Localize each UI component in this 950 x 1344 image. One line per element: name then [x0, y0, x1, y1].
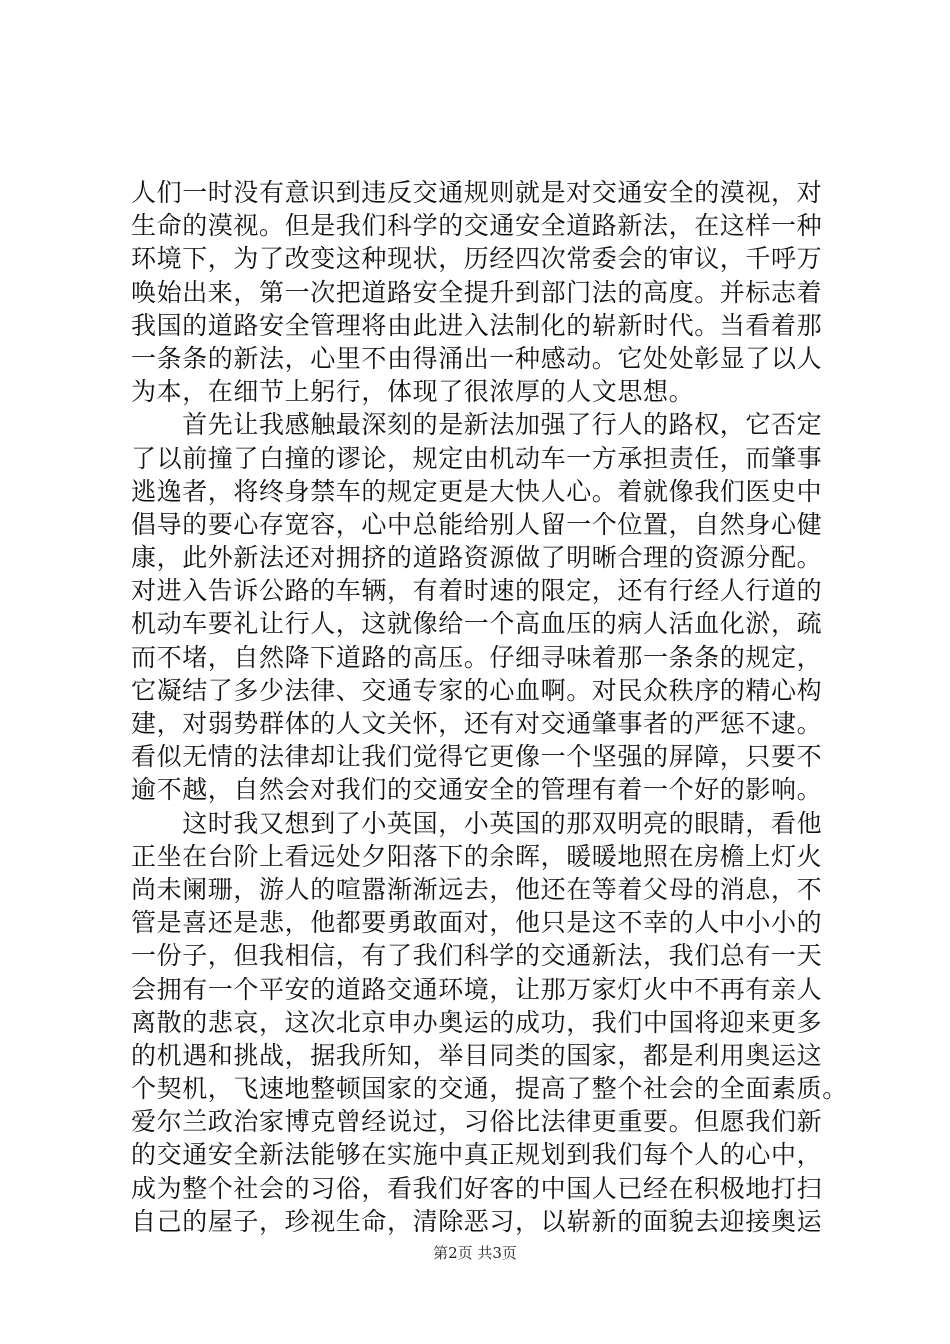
text-line: 为本，在细节上躬行，体现了很浓厚的人文思想。 — [131, 377, 695, 407]
text-line: 一条条的新法，心里不由得涌出一种感动。它处处彰显了以人 — [131, 343, 823, 373]
text-line: 对进入告诉公路的车辆，有着时速的限定，还有行经人行道的 — [131, 576, 823, 606]
text-line: 爱尔兰政治家博克曾经说过，习俗比法律更重要。但愿我们新 — [131, 1107, 823, 1137]
text-line: 看似无情的法律却让我们觉得它更像一个坚强的屏障，只要不 — [131, 742, 823, 772]
text-line: 而不堵，自然降下道路的高压。仔细寻味着那一条条的规定， — [131, 642, 823, 672]
page-number-footer: 第2页 共3页 — [433, 1244, 517, 1262]
text-line: 我国的道路安全管理将由此进入法制化的崭新时代。当看着那 — [131, 310, 823, 340]
text-line: 的机遇和挑战，据我所知，举目同类的国家，都是利用奥运这 — [131, 1040, 823, 1070]
text-line: 一份子，但我相信，有了我们科学的交通新法，我们总有一天 — [131, 941, 823, 971]
text-line: 自己的屋子，珍视生命，清除恶习，以崭新的面貌去迎接奥运 — [131, 1206, 823, 1236]
text-line: 康，此外新法还对拥挤的道路资源做了明晰合理的资源分配。 — [131, 543, 823, 573]
text-line: 逃逸者，将终身禁车的规定更是大快人心。着就像我们医史中 — [131, 476, 823, 506]
text-line: 倡导的要心存宽容，心中总能给别人留一个位置，自然身心健 — [131, 509, 823, 539]
text-line: 环境下，为了改变这种现状，历经四次常委会的审议，千呼万 — [131, 244, 823, 274]
text-line: 机动车要礼让行人，这就像给一个高血压的病人活血化淤，疏 — [131, 609, 823, 639]
text-line: 正坐在台阶上看远处夕阳落下的余晖，暖暖地照在房檐上灯火 — [131, 841, 823, 871]
text-line: 了以前撞了白撞的谬论，规定由机动车一方承担责任，而肇事 — [131, 443, 823, 473]
text-line: 建，对弱势群体的人文关怀，还有对交通肇事者的严惩不逮。 — [131, 709, 823, 738]
text-line: 逾不越，自然会对我们的交通安全的管理有着一个好的影响。 — [131, 775, 823, 805]
body-text — [131, 176, 848, 1238]
text-line: 的交通安全新法能够在实施中真正规划到我们每个人的心中， — [131, 1140, 823, 1170]
text-line: 管是喜还是悲，他都要勇敢面对，他只是这不幸的人中小小的 — [131, 908, 823, 938]
text-line: 它凝结了多少法律、交通专家的心血啊。对民众秩序的精心构 — [131, 675, 823, 705]
text-line: 尚未阑珊，游人的喧嚣渐渐远去，他还在等着父母的消息，不 — [131, 874, 823, 904]
text-line: 这时我又想到了小英国，小英国的那双明亮的眼睛，看他 — [131, 808, 823, 838]
text-line: 人们一时没有意识到违反交通规则就是对交通安全的漠视，对 — [131, 178, 823, 207]
text-line: 生命的漠视。但是我们科学的交通安全道路新法，在这样一种 — [131, 211, 823, 241]
text-line: 会拥有一个平安的道路交通环境，让那万家灯火中不再有亲人 — [131, 974, 823, 1004]
text-line: 离散的悲哀，这次北京申办奥运的成功，我们中国将迎来更多 — [131, 1007, 823, 1037]
text-line: 个契机，飞速地整顿国家的交通，提高了整个社会的全面素质。 — [131, 1074, 848, 1104]
text-line: 唤始出来，第一次把道路安全提升到部门法的高度。并标志着 — [131, 277, 823, 307]
text-line: 成为整个社会的习俗，看我们好客的中国人已经在积极地打扫 — [131, 1173, 823, 1203]
text-line: 首先让我感触最深刻的是新法加强了行人的路权，它否定 — [131, 410, 823, 440]
